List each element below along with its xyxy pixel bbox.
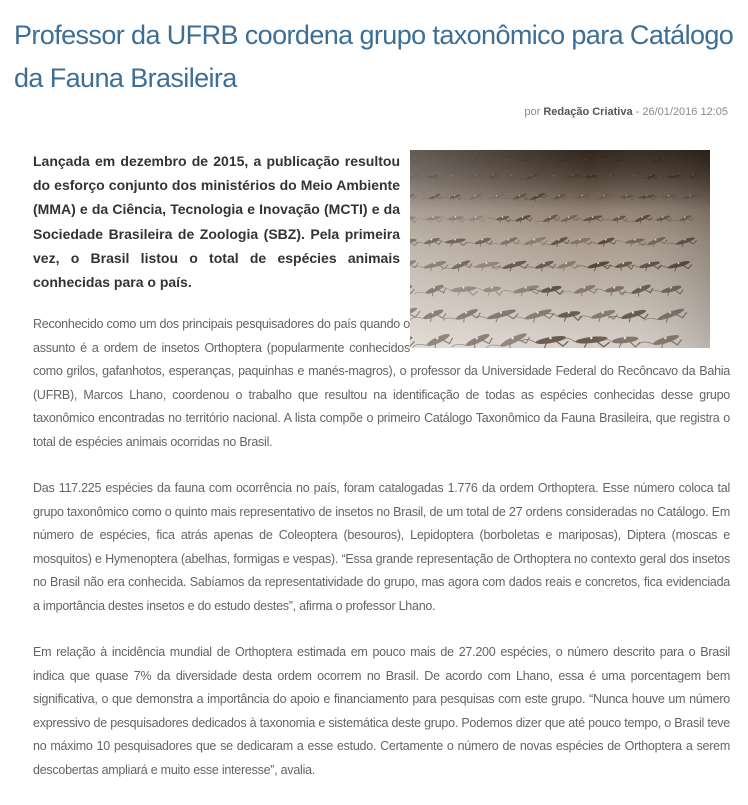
byline-separator: -: [632, 106, 643, 118]
publish-date: 26/01/2016 12:05: [642, 106, 728, 118]
author-link[interactable]: Redação Criativa: [543, 106, 633, 118]
body-paragraph: Das 117.225 espécies da fauna com ocorrência no país, foram catalogadas 1.776 da ordem Orthoptera. Esse número coloca tal grupo taxonômico como o quinto mais representativo de insetos no Brasil, de um total de 27 ordens consideradas no Catálogo. Em número de espécies, fica atrás apenas de Coleoptera (besouros), Lepidoptera (borboletas e mariposas), Diptera (moscas e mosquitos) e Hymenoptera (abelhas, formigas e vespas). “Essa grande representação de Orthoptera no contexto geral dos insetos no Brasil não era conhecida. Sabíamos da representatividade do grupo, mas agora com dados reais e concretos, fica evidenciada a importância destes insetos e do estudo destes”, afirma o professor Lhano.: [33, 480, 730, 613]
article-body: [33, 313, 730, 805]
article: [14, 0, 734, 777]
photo-wrap-spacer: [410, 313, 730, 358]
byline-prefix: por: [524, 106, 541, 118]
article-lead: Lançada em dezembro de 2015, a publicação resultou do esforço conjunto dos ministérios do Meio Ambiente (MMA) e da Ciência, Tecnologia e Inovação (MCTI) e da Sociedade Brasileira de Zoologia (SBZ). Pela primeira vez, o Brasil listou o total de espécies animais conhecidas para o país.: [33, 153, 400, 291]
body-paragraph: Reconhecido como um dos principais pesquisadores do país quando o assunto é a ordem de insetos Orthoptera (popularmente conhecidos como grilos, gafanhotos, esperanças, paquinhas e manés-magros), o professor da Universidade Federal do Recôncavo da Bahia (UFRB), Marcos Lhano, coordenou o trabalho que resultou na identificação de todas as espécies conhecidas desse grupo taxonômico encontradas no território nacional. A lista compõe o primeiro Catálogo Taxonômico da Fauna Brasileira, que registra o total de espécies animais ocorridas no Brasil.: [33, 317, 730, 449]
article-title: Professor da UFRB coordena grupo taxonômico para Catálogo da Fauna Brasileira: [14, 20, 734, 93]
article-byline: [524, 106, 728, 118]
body-paragraph: Em relação à incidência mundial de Orthoptera estimada em pouco mais de 27.200 espécies, o número descrito para o Brasil indica que quase 7% da diversidade desta ordem ocorrem no Brasil. De acordo com Lhano, essa é uma porcentagem bem significativa, o que demonstra a importância do apoio e financiamento para pesquisas com este grupo. “Nunca houve um número expressivo de pesquisadores dedicados à taxonomia e sistemática deste grupo. Podemos dizer que até pouco tempo, o Brasil teve no máximo 10 pesquisadores que se dedicaram a esse estudo. Certamente o número de novas espécies de Orthoptera a serem descobertas ampliará e muito esse interesse”, avalia.: [33, 644, 730, 777]
